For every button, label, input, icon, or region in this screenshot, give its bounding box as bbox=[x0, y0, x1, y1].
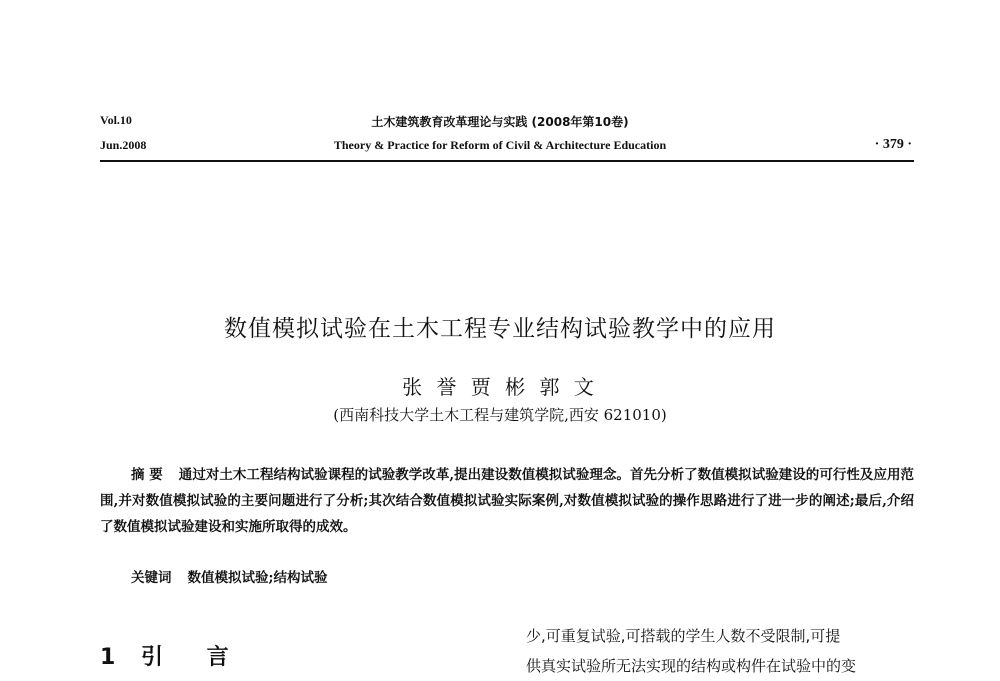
affiliation: (西南科技大学土木工程与建筑学院,西安 621010) bbox=[333, 406, 667, 424]
abstract-text: 通过对土木工程结构试验课程的试验教学改革,提出建设数值模拟试验理念。首先分析了数值模拟试验建设的可行性及应用范围,并对数值模拟试验的主要问题进行了分析;其次结合数值模拟试验实际案例,对数值模拟试验的操作思路进行了进一步的阐述;最后,介绍了数值模拟试验建设和实施所取得的成效。 bbox=[100, 467, 915, 535]
keywords bbox=[131, 566, 327, 586]
body-line: 少,可重复试验,可搭载的学生人数不受限制,可提 bbox=[526, 627, 841, 645]
article-title: 数值模拟试验在土木工程专业结构试验教学中的应用 bbox=[224, 316, 776, 342]
body-column-right bbox=[526, 621, 914, 681]
section-title: 引 言 bbox=[140, 645, 247, 670]
body-line: 供真实试验所无法实现的结构或构件在试验中的变 bbox=[526, 657, 857, 675]
keywords-text: 数值模拟试验;结构试验 bbox=[187, 570, 328, 586]
header-rule bbox=[100, 160, 914, 162]
journal-title-en: Theory & Practice for Reform of Civil & Architecture Education bbox=[333, 138, 667, 152]
abstract-label: 摘 要 bbox=[131, 467, 163, 483]
keywords-label: 关键词 bbox=[131, 570, 172, 586]
page-number: · 379 · bbox=[874, 137, 912, 152]
section-heading bbox=[100, 640, 247, 671]
abstract bbox=[100, 462, 914, 540]
volume-label: Vol.10 bbox=[100, 113, 132, 127]
issue-date: Jun.2008 bbox=[100, 138, 147, 152]
authors: 张 誉 贾 彬 郭 文 bbox=[402, 375, 598, 399]
section-number: 1 bbox=[100, 645, 116, 670]
journal-title-cn: 土木建筑教育改革理论与实践 (2008年第10卷) bbox=[371, 115, 629, 129]
